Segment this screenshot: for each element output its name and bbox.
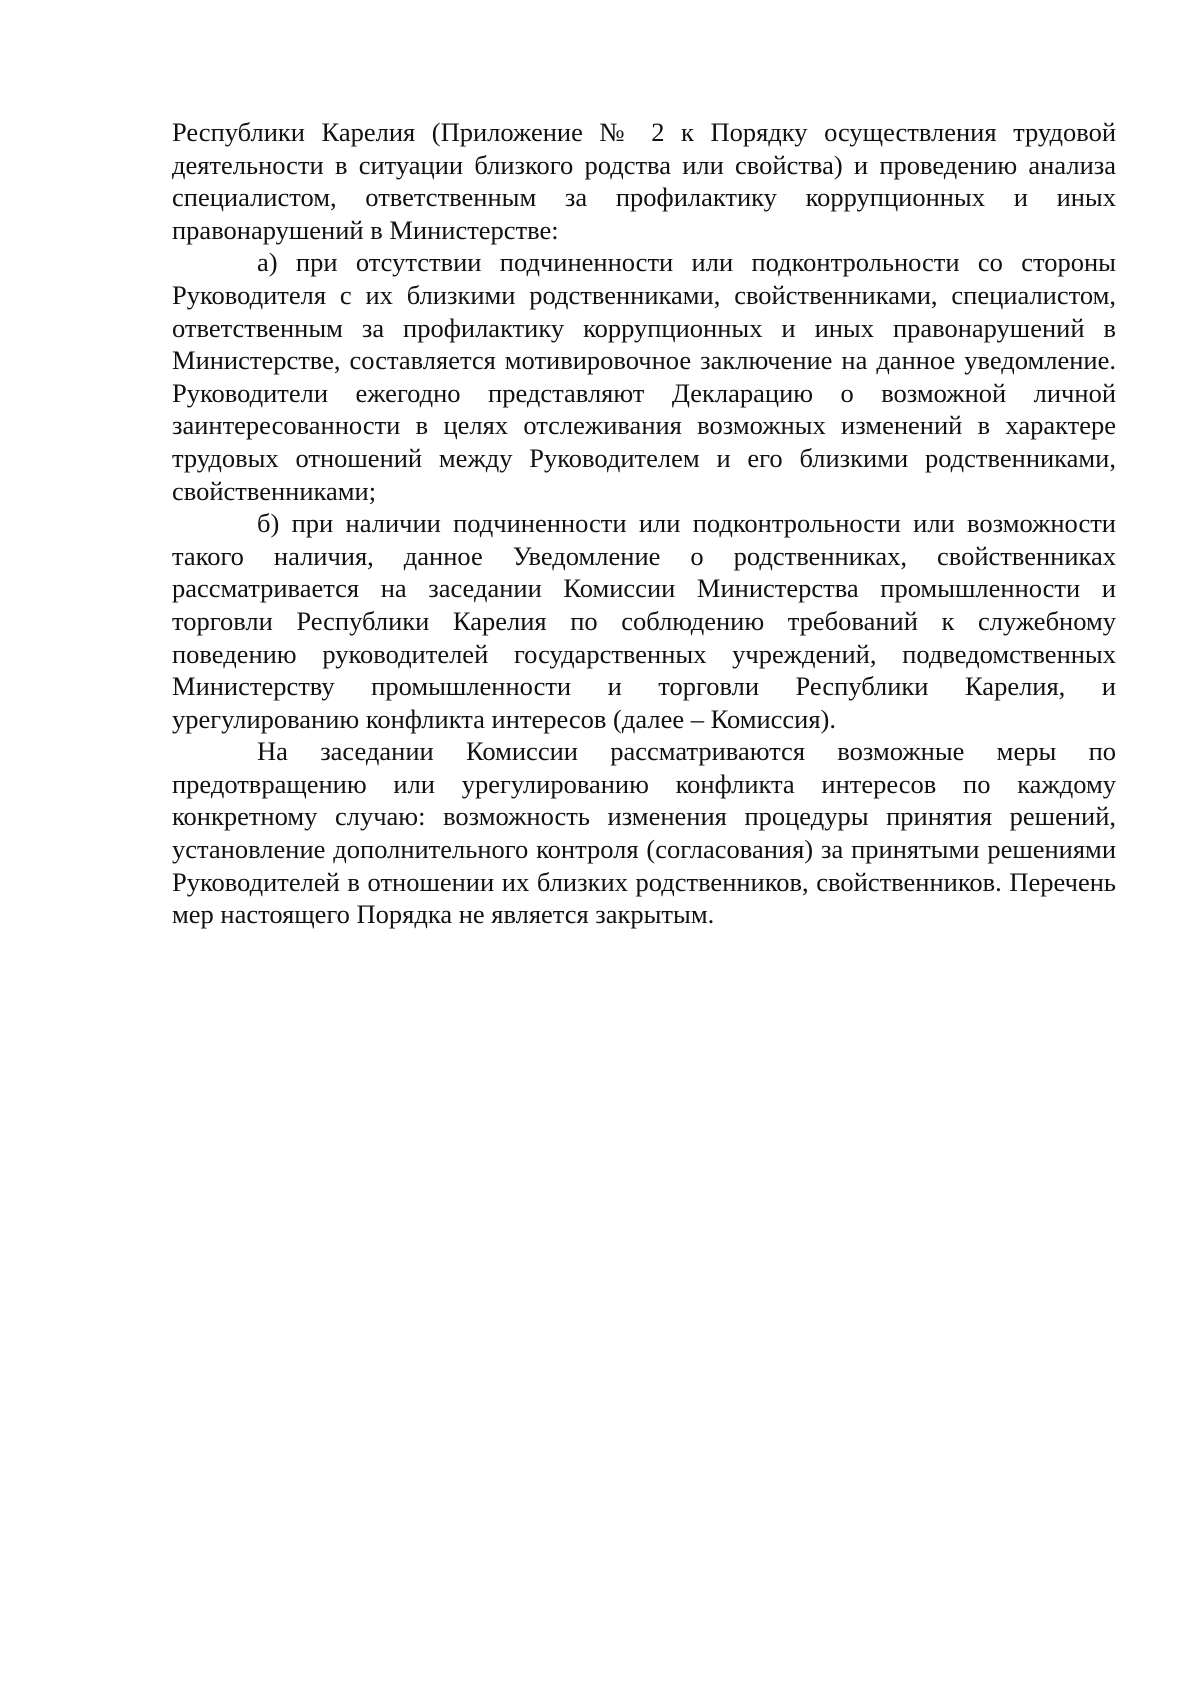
- paragraph-item-a: а) при отсутствии подчиненности или подконтрольности со стороны Руководителя с их близкими родственниками, свойственниками, специалистом, ответственным за профилактику коррупционных и иных правонарушений в Министерстве, составляется мотивировочное заключение на данное уведомление. Руководители ежегодно представляют Декларацию о возможной личной заинтересованности в целях отслеживания возможных изменений в характере трудовых отношений между Руководителем и его близкими родственниками, свойственниками;: [172, 247, 1116, 506]
- document-body: [172, 116, 1116, 931]
- paragraph-commission-measures: На заседании Комиссии рассматриваются возможные меры по предотвращению или урегулированию конфликта интересов по каждому конкретному случаю: возможность изменения процедуры принятия решений, установление дополнительного контроля (согласования) за принятыми решениями Руководителей в отношении их близких родственников, свойственников. Перечень мер настоящего Порядка не является закрытым.: [172, 736, 1116, 930]
- paragraph-continuation: Республики Карелия (Приложение № 2 к Порядку осуществления трудовой деятельности в ситуации близкого родства или свойства) и проведению анализа специалистом, ответственным за профилактику коррупционных и иных правонарушений в Министерстве:: [172, 117, 1116, 245]
- paragraph-item-b: б) при наличии подчиненности или подконтрольности или возможности такого наличия, данное Уведомление о родственниках, свойственниках рассматривается на заседании Комиссии Министерства промышленности и торговли Республики Карелия по соблюдению требований к служебному поведению руководителей государственных учреждений, подведомственных Министерству промышленности и торговли Республики Карелия, и урегулированию конфликта интересов (далее – Комиссия).: [172, 508, 1116, 734]
